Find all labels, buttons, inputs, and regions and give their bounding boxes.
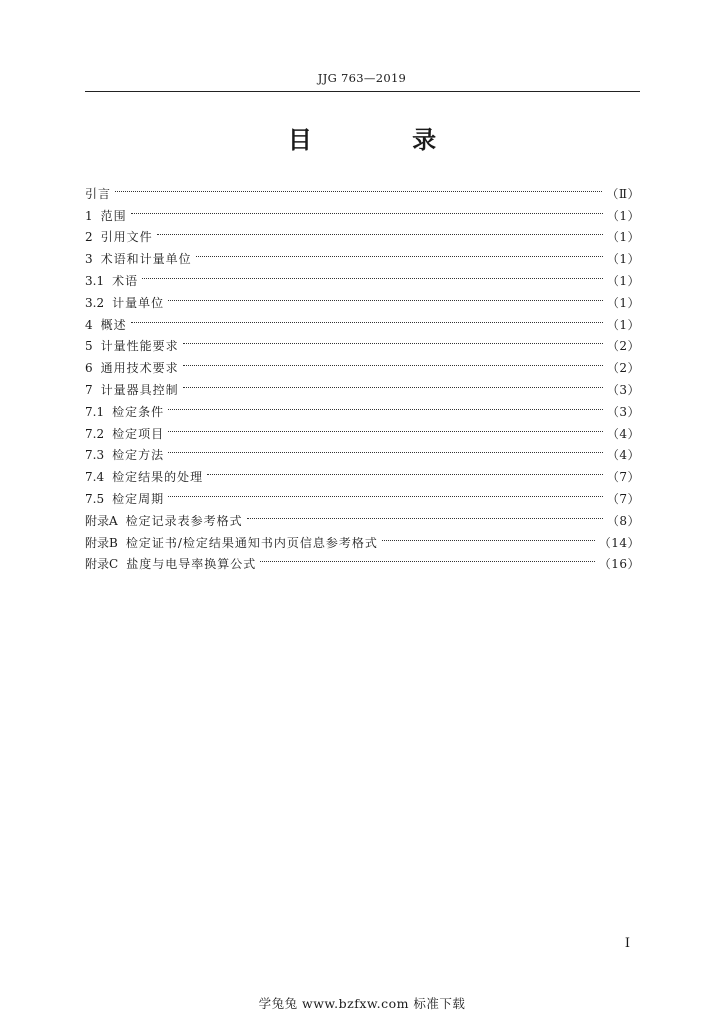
page-title: 目 录 (287, 125, 483, 154)
toc-entry-title: 检定记录表参考格式 (125, 513, 243, 528)
toc-entry-title: 检定周期 (112, 491, 165, 506)
toc-entry-page: （2） (606, 339, 640, 354)
toc-entry[interactable] (85, 241, 640, 267)
toc-entry-number: 7.4 (85, 470, 105, 485)
toc-entry[interactable] (85, 329, 640, 354)
toc-entry[interactable] (85, 198, 640, 223)
table-of-contents (85, 176, 640, 572)
toc-entry[interactable] (85, 307, 640, 332)
toc-entry-title: 检定方法 (112, 448, 165, 463)
toc-dot-leader (196, 241, 603, 263)
toc-entry-title: 术语 (112, 273, 139, 288)
toc-entry-title: 术语和计量单位 (100, 252, 192, 267)
standard-code: JJG 763—2019 (317, 71, 407, 85)
toc-entry[interactable] (85, 176, 640, 201)
toc-entry-page: （2） (606, 361, 640, 376)
toc-entry[interactable] (85, 394, 640, 419)
toc-entry-number: 7.5 (85, 491, 105, 506)
toc-entry-page: （Ⅱ） (606, 186, 640, 201)
toc-entry[interactable] (85, 481, 640, 506)
header-rule (85, 91, 640, 92)
toc-entry-page: （7） (606, 491, 640, 506)
toc-dot-leader (131, 198, 603, 220)
toc-entry-page: （16） (598, 557, 640, 572)
toc-entry-title: 计量性能要求 (100, 339, 179, 354)
toc-entry-page: （3） (606, 382, 640, 397)
toc-entry-number: 附录B (85, 535, 118, 550)
toc-entry-number: 5 (85, 339, 93, 354)
toc-entry-number: 3 (85, 252, 93, 267)
toc-entry[interactable] (85, 220, 640, 245)
toc-entry[interactable] (85, 503, 640, 528)
toc-dot-leader (260, 547, 595, 569)
toc-entry-page: （4） (606, 426, 640, 441)
toc-entry-number: 7.2 (85, 426, 105, 441)
toc-entry-number: 附录A (85, 513, 118, 528)
toc-dot-leader (157, 220, 603, 242)
toc-entry-page: （1） (606, 252, 640, 267)
toc-entry[interactable] (85, 416, 640, 441)
toc-entry-title: 盐度与电导率换算公式 (126, 557, 257, 572)
toc-entry-number: 6 (85, 361, 93, 376)
toc-entry-title: 计量器具控制 (100, 382, 179, 397)
toc-entry-title: 检定项目 (112, 426, 165, 441)
toc-entry-title: 计量单位 (112, 295, 165, 310)
toc-entry-page: （8） (606, 513, 640, 528)
toc-entry-number: 4 (85, 317, 93, 332)
footer-watermark: 学兔兔 www.bzfxw.com 标准下载 (258, 996, 466, 1011)
toc-entry-title: 通用技术要求 (100, 361, 179, 376)
toc-dot-leader (142, 263, 603, 285)
toc-entry-title: 检定证书/检定结果通知书内页信息参考格式 (125, 535, 378, 550)
toc-dot-leader (131, 307, 603, 329)
page-number: I (624, 936, 630, 951)
toc-dot-leader (115, 176, 602, 198)
toc-entry-title: 检定条件 (112, 404, 165, 419)
toc-entry-page: （7） (606, 470, 640, 485)
toc-dot-leader (168, 416, 603, 438)
toc-entry-title: 概述 (100, 317, 127, 332)
toc-entry-number: 3.1 (85, 273, 105, 288)
toc-entry-number: 7.3 (85, 448, 105, 463)
toc-entry-page: （1） (606, 230, 640, 245)
toc-entry-number: 2 (85, 230, 93, 245)
toc-entry-page: （3） (606, 404, 640, 419)
toc-entry-page: （14） (598, 535, 640, 550)
toc-entry-page: （1） (606, 273, 640, 288)
toc-dot-leader (183, 329, 603, 351)
toc-entry[interactable] (85, 285, 640, 310)
toc-entry-title: 检定结果的处理 (112, 470, 204, 485)
toc-entry-page: （1） (606, 295, 640, 310)
toc-entry-page: （1） (606, 208, 640, 223)
toc-entry[interactable] (85, 438, 640, 463)
toc-dot-leader (382, 525, 595, 547)
toc-dot-leader (168, 481, 603, 503)
toc-dot-leader (168, 394, 603, 416)
toc-entry[interactable] (85, 459, 640, 485)
toc-entry-number: 7 (85, 382, 93, 397)
toc-entry-number: 3.2 (85, 295, 105, 310)
toc-dot-leader (247, 503, 603, 525)
toc-entry-number: 附录C (85, 557, 119, 572)
toc-entry-number: 7.1 (85, 404, 105, 419)
toc-entry-page: （4） (606, 448, 640, 463)
toc-entry-title: 引用文件 (100, 230, 153, 245)
toc-entry-number: 1 (85, 208, 93, 223)
toc-dot-leader (168, 285, 603, 307)
toc-entry[interactable] (85, 263, 640, 288)
toc-dot-leader (183, 350, 603, 372)
toc-dot-leader (183, 372, 603, 394)
toc-entry-page: （1） (606, 317, 640, 332)
toc-dot-leader (168, 438, 603, 460)
toc-entry-title: 引言 (85, 186, 112, 201)
toc-entry-title: 范围 (100, 208, 127, 223)
toc-dot-leader (207, 459, 603, 481)
